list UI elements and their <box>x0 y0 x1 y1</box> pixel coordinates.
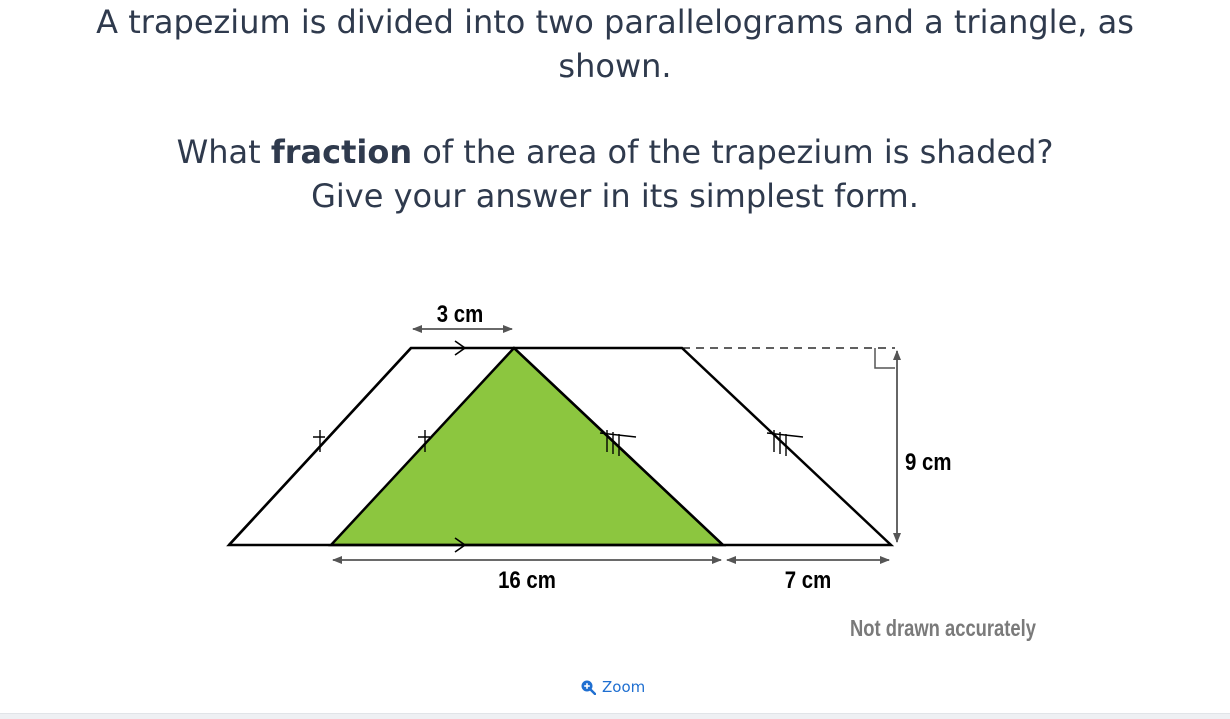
question-line-2-end: of the area of the trapezium is shaded? <box>412 133 1054 171</box>
question-line-1: A trapezium is divided into two parallelograms and a triangle, as shown. <box>96 3 1134 85</box>
zoom-label: Zoom <box>602 678 646 696</box>
tick-marks-right-pair <box>600 430 803 456</box>
right-angle-marker <box>875 348 895 368</box>
bottom-divider <box>0 713 1230 719</box>
question-line-3: Give your answer in its simplest form. <box>311 177 919 215</box>
question-line-2-bold: fraction <box>270 133 413 171</box>
not-drawn-accurately-note: Not drawn accurately <box>850 616 1036 642</box>
label-top-length: 3 cm <box>436 300 484 328</box>
label-right-base: 7 cm <box>784 566 832 594</box>
shaded-triangle <box>331 348 723 545</box>
zoom-button[interactable] <box>580 678 645 696</box>
label-base-length: 16 cm <box>498 566 556 594</box>
zoom-in-icon <box>580 679 596 695</box>
label-height: 9 cm <box>905 448 952 476</box>
question-line-2-start: What <box>176 133 271 171</box>
